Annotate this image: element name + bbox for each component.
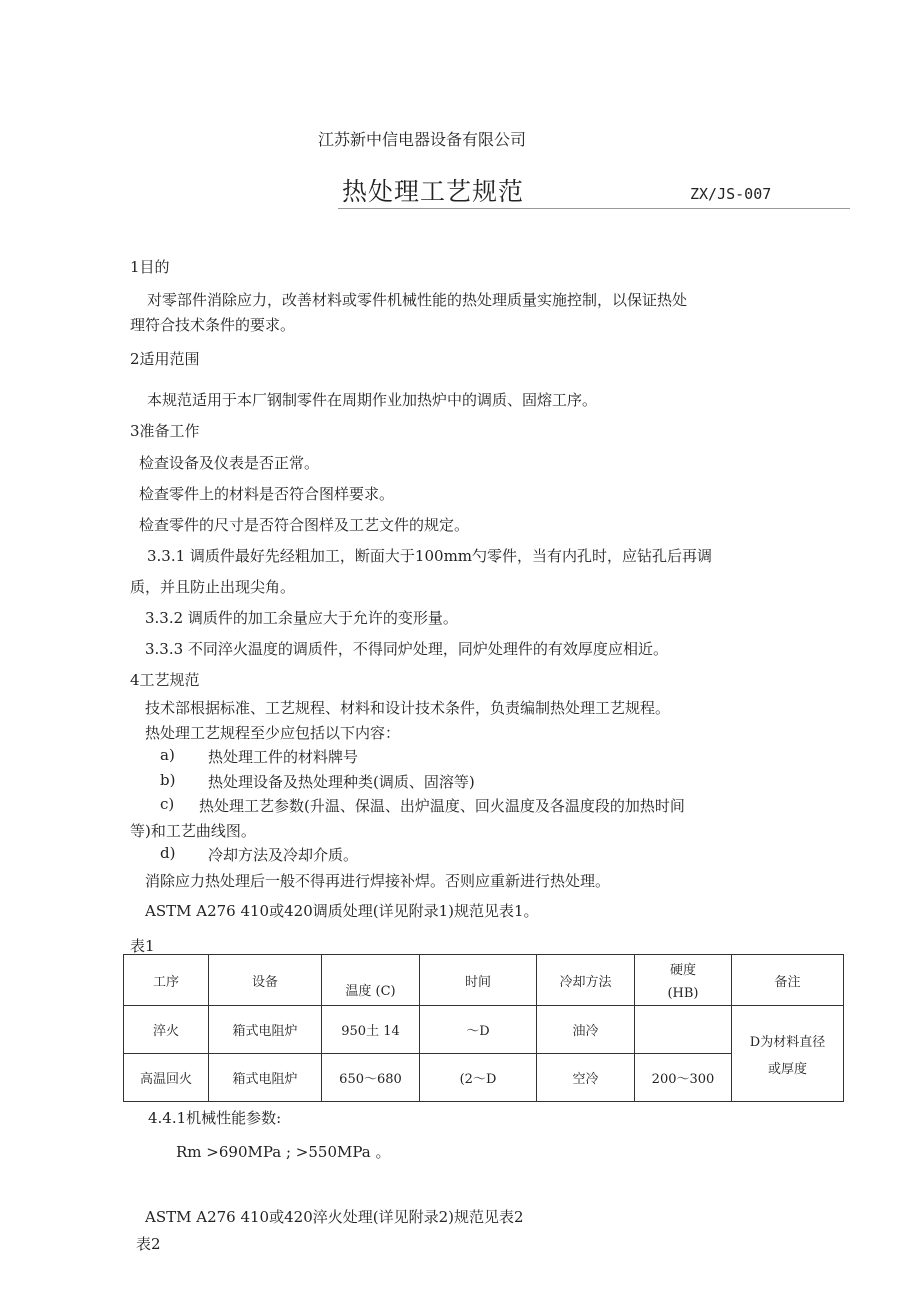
section-3-item-2: 检查零件上的材料是否符合图样要求。	[139, 485, 395, 503]
table-cell-equipment: 箱式电阻炉	[209, 1006, 322, 1054]
list-item-b-label: b)	[160, 771, 176, 789]
table-header-hardness-line2: (HB)	[667, 986, 699, 1001]
table-header-hardness	[635, 955, 732, 1006]
list-item-d: 冷却方法及冷却介质。	[208, 846, 359, 864]
mechanical-properties: Rm >690MPa ; >550MPa 。	[176, 1143, 391, 1161]
section-2-heading: 2适用范围	[130, 350, 200, 368]
table-cell-process: 高温回火	[124, 1054, 209, 1102]
table-cell-process: 淬火	[124, 1006, 209, 1054]
table-1	[123, 954, 844, 1102]
title-underline	[338, 208, 850, 209]
table-2-caption: 表2	[136, 1235, 161, 1253]
section-332: 3.3.2 调质件的加工余量应大于允许的变形量。	[145, 609, 458, 627]
list-item-a-label: a)	[160, 746, 175, 764]
section-333: 3.3.3 不同淬火温度的调质件，不得同炉处理，同炉处理件的有效厚度应相近。	[145, 640, 668, 658]
table-cell-time: 〜D	[420, 1006, 537, 1054]
list-item-c-label: c)	[160, 795, 175, 813]
list-item-b: 热处理设备及热处理种类(调质、固溶等)	[208, 773, 475, 791]
list-item-c-line1: 热处理工艺参数(升温、保温、出炉温度、回火温度及各温度段的加热时间	[199, 797, 685, 815]
table-cell-remark-line2: 或厚度	[767, 1061, 807, 1077]
section-4-heading: 4工艺规范	[130, 671, 200, 689]
document-code: ZX/JS-007	[690, 185, 772, 203]
table-header-time: 时间	[420, 955, 537, 1006]
section-4-para-1: 技术部根据标准、工艺规程、材料和设计技术条件，负责编制热处理工艺规程。	[145, 699, 671, 717]
section-3-heading: 3准备工作	[130, 422, 200, 440]
table-header-cooling: 冷却方法	[537, 955, 635, 1006]
list-item-d-label: d)	[160, 844, 176, 862]
section-1-para-line2: 理符合技术条件的要求。	[130, 316, 296, 334]
list-item-c-line2: 等)和工艺曲线图。	[130, 822, 256, 840]
table-cell-time: (2〜D	[420, 1054, 537, 1102]
document-title: 热处理工艺规范	[342, 177, 525, 206]
table-1-caption: 表1	[130, 937, 155, 955]
section-4-para-5: ASTM A276 410或420淬火处理(详见附录2)规范见表2	[145, 1208, 524, 1226]
table-header-temperature: 温度 (C)	[322, 955, 420, 1006]
section-3-item-3: 检查零件的尺寸是否符合图样及工艺文件的规定。	[139, 516, 470, 534]
list-item-a: 热处理工件的材料牌号	[208, 748, 359, 766]
table-header-hardness-line1: 硬度	[669, 963, 696, 978]
table-cell-equipment: 箱式电阻炉	[209, 1054, 322, 1102]
table-cell-temperature: 950土 14	[322, 1006, 420, 1054]
company-name: 江苏新中信电器设备有限公司	[318, 130, 527, 149]
table-1-header-row	[124, 955, 844, 1006]
table-cell-cooling: 油冷	[537, 1006, 635, 1054]
section-441: 4.4.1机械性能参数:	[148, 1109, 282, 1127]
table-cell-remark-line1: D为材料直径	[749, 1034, 826, 1050]
section-3-item-1: 检查设备及仪表是否正常。	[139, 454, 320, 472]
section-331-line2: 质，并且防止出现尖角。	[130, 578, 296, 596]
table-cell-cooling: 空冷	[537, 1054, 635, 1102]
section-4-para-4: ASTM A276 410或420调质处理(详见附录1)规范见表1。	[145, 902, 539, 920]
table-cell-hardness	[635, 1006, 732, 1054]
table-cell-remark	[732, 1006, 844, 1102]
table-cell-temperature: 650〜680	[322, 1054, 420, 1102]
table-cell-hardness: 200〜300	[635, 1054, 732, 1102]
table-header-remark: 备注	[732, 955, 844, 1006]
section-1-heading: 1目的	[130, 258, 170, 276]
table-row	[124, 1006, 844, 1054]
section-4-para-3: 消除应力热处理后一般不得再进行焊接补焊。否则应重新进行热处理。	[145, 872, 611, 890]
section-331-line1: 3.3.1 调质件最好先经粗加工，断面大于100mm勺零件，当有内孔时，应钻孔后再调	[147, 547, 713, 565]
section-4-para-2: 热处理工艺规程至少应包括以下内容：	[145, 724, 401, 742]
section-2-para: 本规范适用于本厂钢制零件在周期作业加热炉中的调质、固熔工序。	[147, 391, 598, 409]
section-1-para-line1: 对零部件消除应力，改善材料或零件机械性能的热处理质量实施控制，以保证热处	[147, 291, 688, 309]
table-header-process: 工序	[124, 955, 209, 1006]
table-header-equipment: 设备	[209, 955, 322, 1006]
